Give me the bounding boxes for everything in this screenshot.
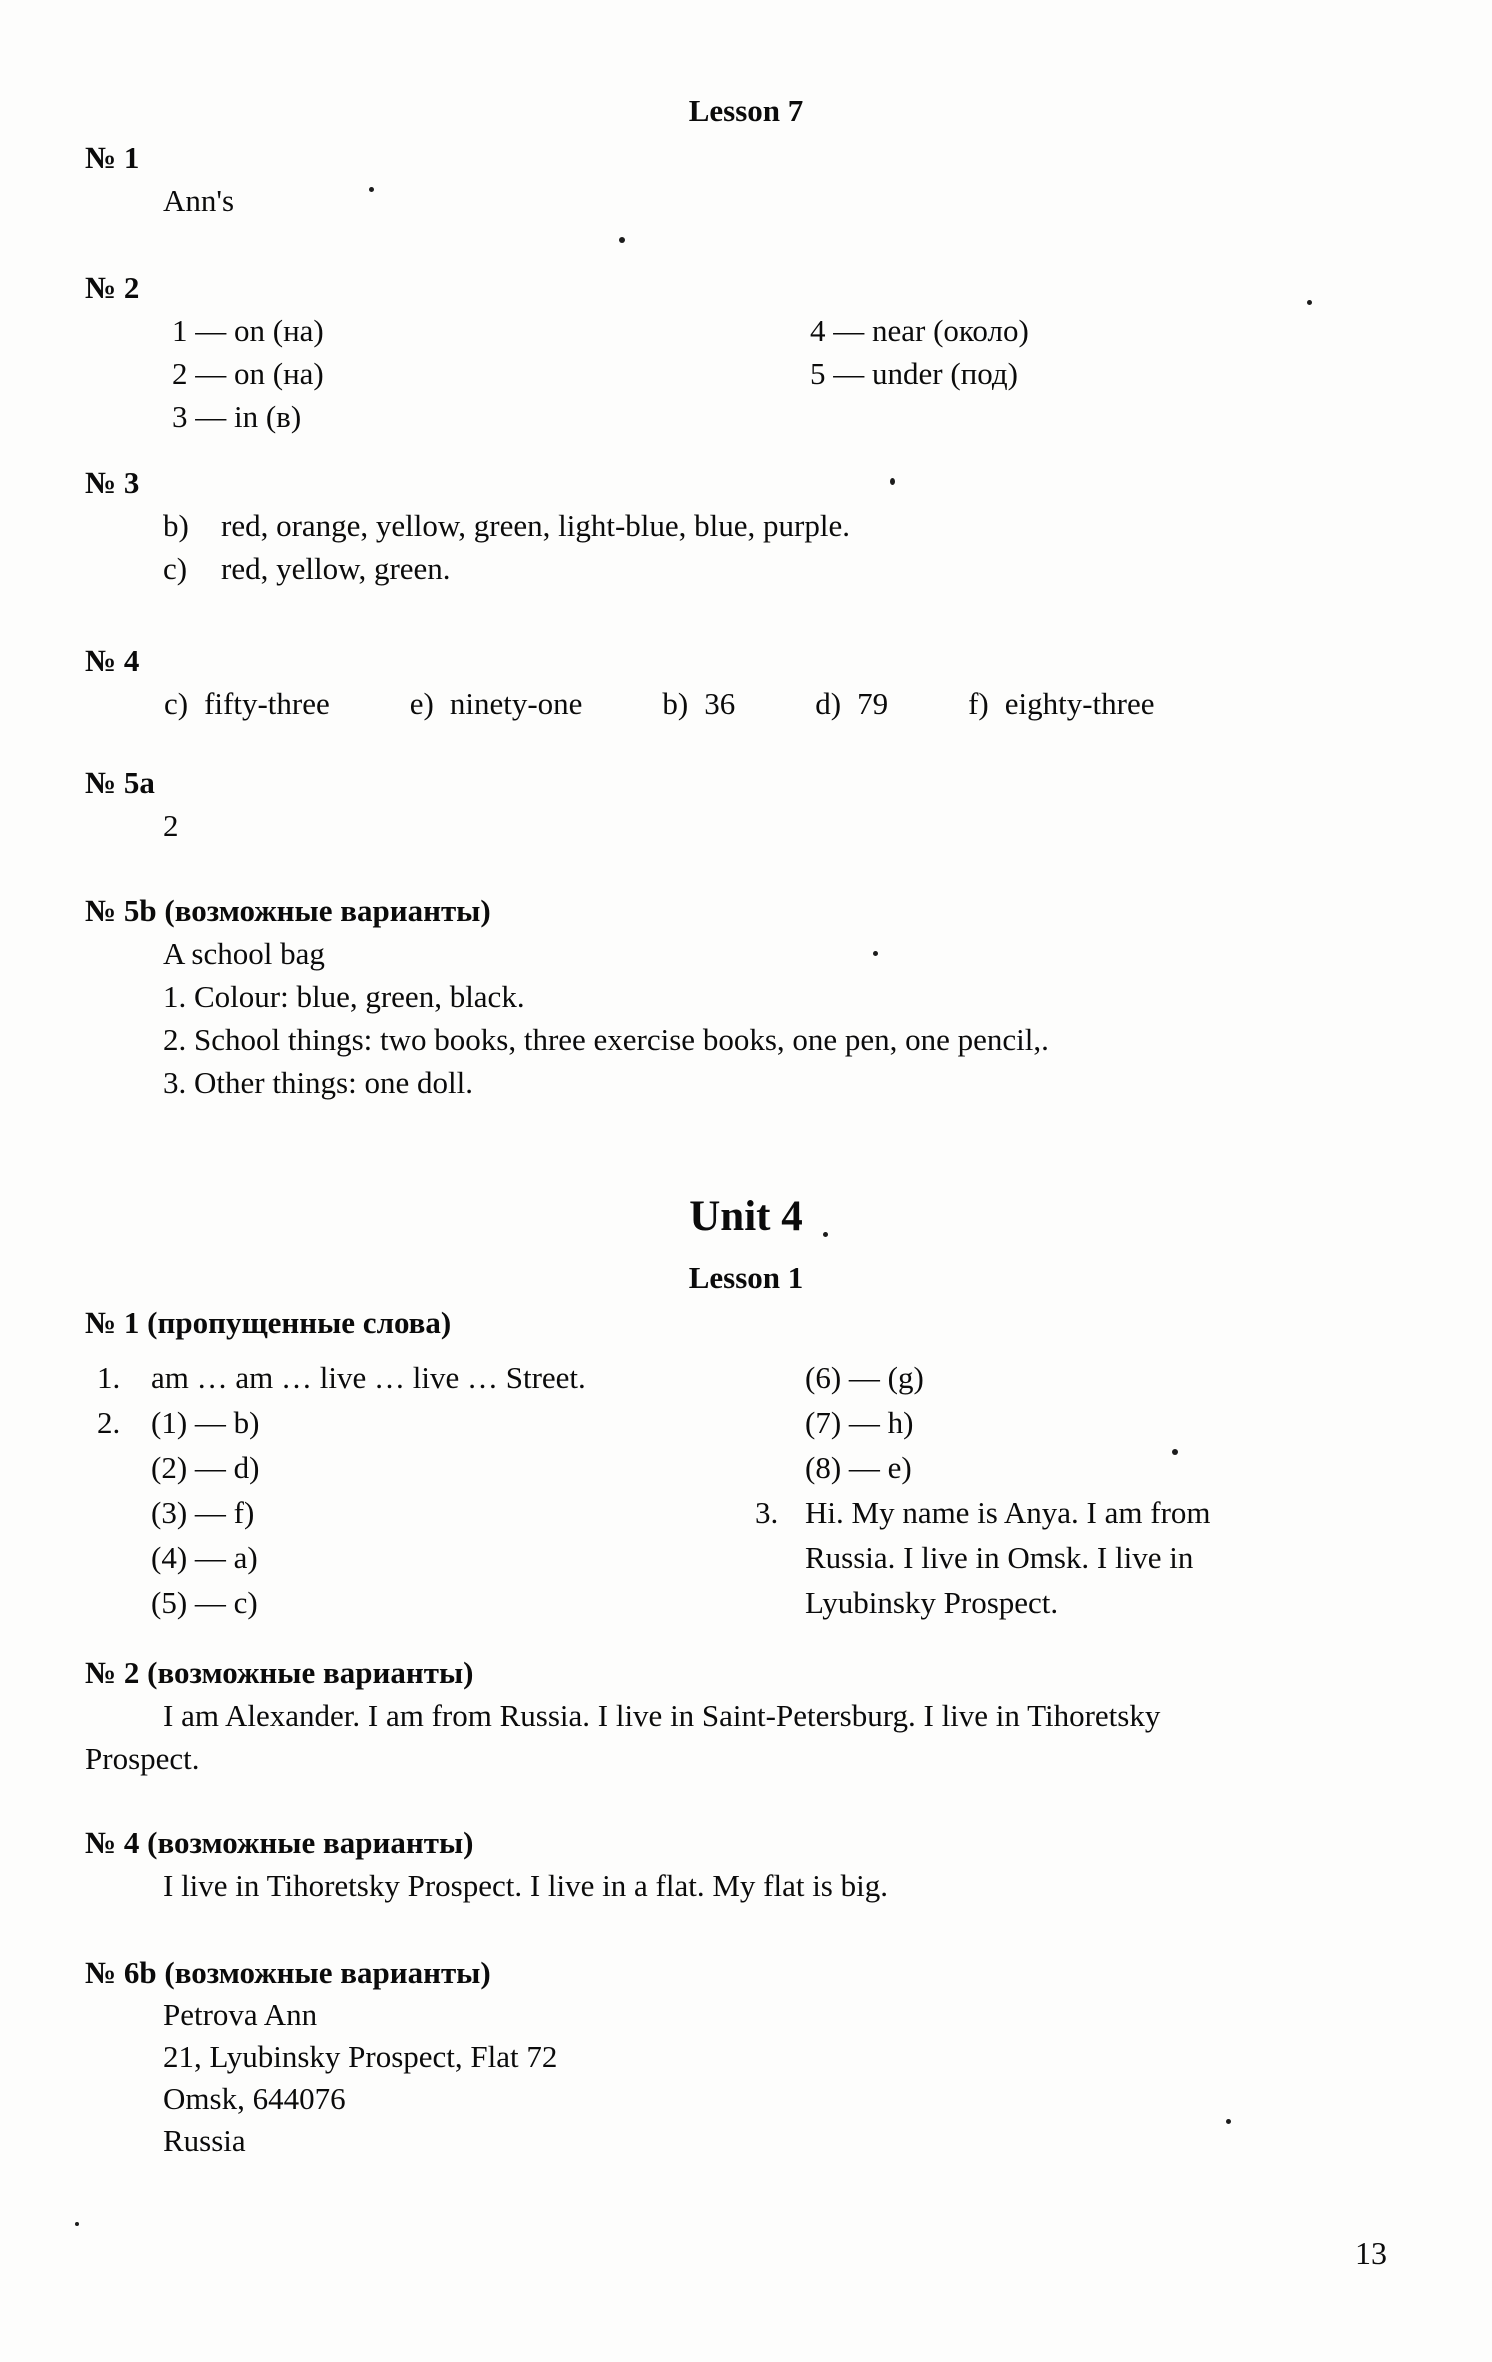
scan-speck	[1307, 300, 1312, 305]
answer-line: Russia	[163, 2123, 246, 2158]
answer-text: fifty-three	[204, 686, 330, 721]
lesson7-title: Lesson 7	[688, 93, 804, 128]
scan-speck	[823, 1232, 828, 1237]
exercise-2-columns	[85, 309, 1434, 438]
scan-speck	[369, 187, 374, 192]
scan-speck	[1226, 2119, 1231, 2124]
answer-letter: b)	[662, 686, 689, 721]
exercise-5b-header: № 5b (возможные варианты)	[85, 893, 491, 928]
answer-text: eighty-three	[1004, 686, 1155, 721]
unit4-exercise-1	[85, 1301, 1434, 1625]
exercise-2-right-column	[810, 309, 1029, 395]
answer-line: 1 — on (на)	[172, 313, 324, 348]
answer-letter: b)	[163, 508, 189, 543]
answer-line: 3. Other things: one doll.	[163, 1065, 473, 1100]
answer-text: red, yellow, green.	[221, 551, 451, 586]
unit4-exercise-1-right-column	[755, 1355, 1365, 1625]
answer-line: 5 — under (под)	[810, 356, 1018, 391]
lesson1-title: Lesson 1	[688, 1260, 804, 1295]
scan-speck	[890, 478, 895, 485]
exercise-3-header: № 3	[85, 465, 140, 500]
answer-item	[968, 682, 1154, 725]
unit4-exercise-6b-header: № 6b (возможные варианты)	[85, 1955, 491, 1990]
answer-line: 3 — in (в)	[172, 399, 302, 434]
answer-paragraph	[805, 1490, 1211, 1625]
unit4-exercise-4	[85, 1821, 1434, 1907]
exercise-1-header: № 1	[85, 140, 140, 175]
answer-line: (5) — c)	[151, 1585, 258, 1620]
unit4-title: Unit 4	[689, 1193, 803, 1240]
answer-item	[164, 682, 330, 725]
page-number: 13	[1355, 2235, 1387, 2271]
exercise-2-header: № 2	[85, 270, 140, 305]
answer-line	[85, 547, 1434, 590]
answer-item	[815, 682, 888, 725]
answer-line: 1. Colour: blue, green, black.	[163, 979, 525, 1014]
exercise-3	[85, 461, 1434, 590]
answer-line: Petrova Ann	[163, 1997, 318, 2032]
exercise-5a-answer: 2	[163, 808, 179, 843]
exercise-2	[85, 266, 1434, 438]
answer-line: (7) — h)	[805, 1405, 914, 1440]
answer-line: (6) — (g)	[805, 1360, 924, 1395]
answer-letter: c)	[163, 551, 188, 586]
answer-item-3	[755, 1490, 1365, 1625]
answer-line: Hi. My name is Anya. I am from	[805, 1495, 1211, 1530]
unit4-exercise-1-header: № 1 (пропущенные слова)	[85, 1305, 452, 1340]
exercise-2-left-column	[85, 309, 1434, 438]
scan-speck	[75, 2222, 79, 2226]
answer-line: 2. School things: two books, three exercise books, one pen, one pencil,.	[163, 1022, 1049, 1057]
answer-line: (4) — a)	[151, 1540, 258, 1575]
exercise-5a	[85, 761, 1434, 847]
answer-line: A school bag	[163, 936, 325, 971]
matching-list	[151, 1400, 259, 1625]
answer-text: ninety-one	[449, 686, 583, 721]
answer-line: (8) — e)	[805, 1450, 912, 1485]
answer-line: 2 — on (на)	[172, 356, 324, 391]
answer-letter: d)	[815, 686, 842, 721]
exercise-4	[85, 639, 1434, 725]
answer-line: (2) — d)	[151, 1450, 260, 1485]
answer-line: Lyubinsky Prospect.	[805, 1585, 1059, 1620]
answer-line: Russia. I live in Omsk. I live in	[805, 1540, 1194, 1575]
answer-letter: e)	[409, 686, 434, 721]
answer-line: Omsk, 644076	[163, 2081, 346, 2116]
scan-speck	[873, 951, 878, 956]
answer-text: am … am … live … live … Street.	[151, 1360, 586, 1395]
unit4-exercise-4-header: № 4 (возможные варианты)	[85, 1825, 474, 1860]
answer-item	[410, 682, 583, 725]
scan-speck	[619, 237, 625, 243]
exercise-5b	[85, 889, 1434, 1104]
answer-line: 21, Lyubinsky Prospect, Flat 72	[163, 2039, 558, 2074]
item-number: 1.	[97, 1360, 121, 1395]
answer-text: 79	[857, 686, 889, 721]
unit4-exercise-2	[85, 1651, 1434, 1780]
item-number: 2.	[97, 1405, 121, 1440]
answer-letter: f)	[968, 686, 989, 721]
exercise-1	[85, 136, 1434, 222]
unit4-exercise-2-header: № 2 (возможные варианты)	[85, 1655, 474, 1690]
answer-line: 4 — near (около)	[810, 313, 1029, 348]
exercise-4-answers	[85, 682, 1434, 725]
item-number: 3.	[755, 1495, 779, 1530]
answer-text: red, orange, yellow, green, light-blue, blue, purple.	[221, 508, 850, 543]
exercise-1-answer: Ann's	[163, 183, 235, 218]
answer-line: Prospect.	[85, 1741, 200, 1776]
exercise-4-header: № 4	[85, 643, 140, 678]
answer-item	[662, 682, 735, 725]
answer-text: 36	[704, 686, 736, 721]
answer-line	[85, 504, 1434, 547]
scan-speck	[1172, 1449, 1178, 1455]
unit4-exercise-6b	[85, 1952, 1434, 2162]
unit4-exercise-1-columns	[85, 1355, 1434, 1625]
answer-line: I live in Tihoretsky Prospect. I live in a flat. My flat is big.	[163, 1868, 888, 1903]
answer-letter: c)	[164, 686, 189, 721]
answer-line: (1) — b)	[151, 1405, 260, 1440]
answer-line: I am Alexander. I am from Russia. I live in Saint-Petersburg. I live in Tihoretsky	[163, 1698, 1161, 1733]
exercise-5a-header: № 5a	[85, 765, 155, 800]
answer-line: (3) — f)	[151, 1495, 255, 1530]
